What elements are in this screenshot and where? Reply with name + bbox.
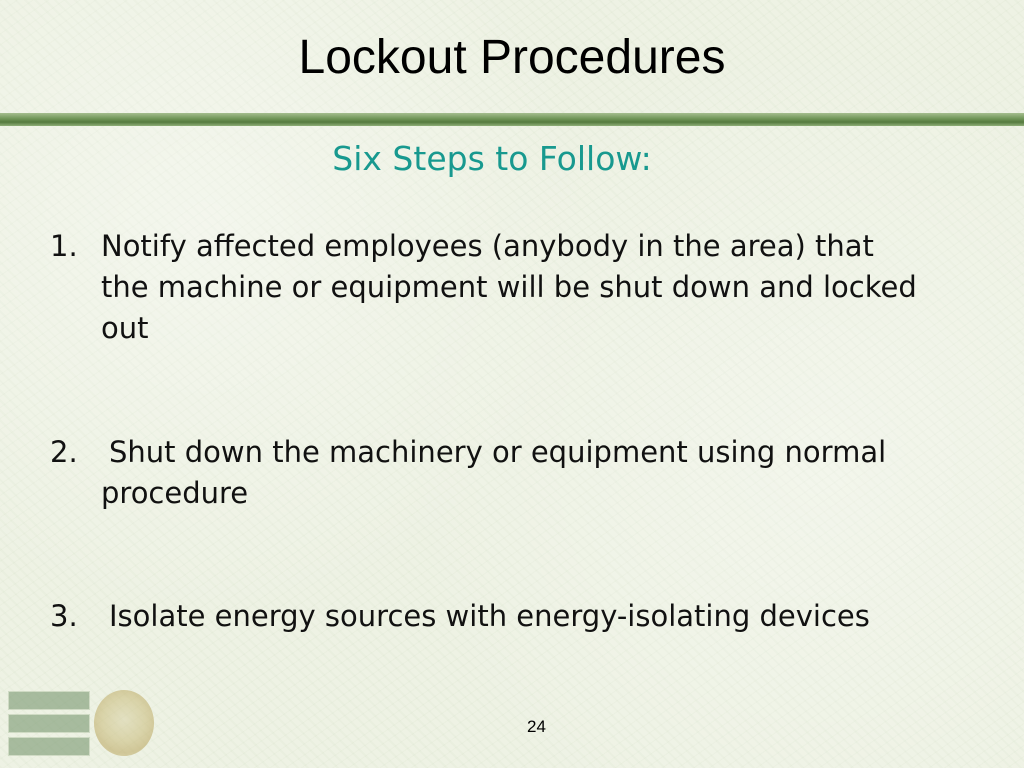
page-number: 24 [527,717,546,736]
step-number: 1. [50,229,78,263]
seal-icon [94,690,154,756]
logo-line-box [8,737,90,756]
logo-line-box [8,691,90,710]
step-item-2 [50,432,930,514]
step-item-1 [50,226,930,349]
department-logo [4,688,154,760]
step-text: Isolate energy sources with energy-isolating devices [109,599,870,633]
title-divider [0,113,1024,126]
step-number: 3. [50,599,78,633]
step-text: Notify affected employees (anybody in the area) that the machine or equipment will be shut down and locked out [101,229,917,345]
logo-line-box [8,714,90,733]
slide-subtitle: Six Steps to Follow: [332,139,652,178]
step-text: Shut down the machinery or equipment using normal procedure [101,435,887,510]
step-item-3 [50,596,930,637]
slide-title: Lockout Procedures [298,31,726,84]
step-number: 2. [50,435,78,469]
